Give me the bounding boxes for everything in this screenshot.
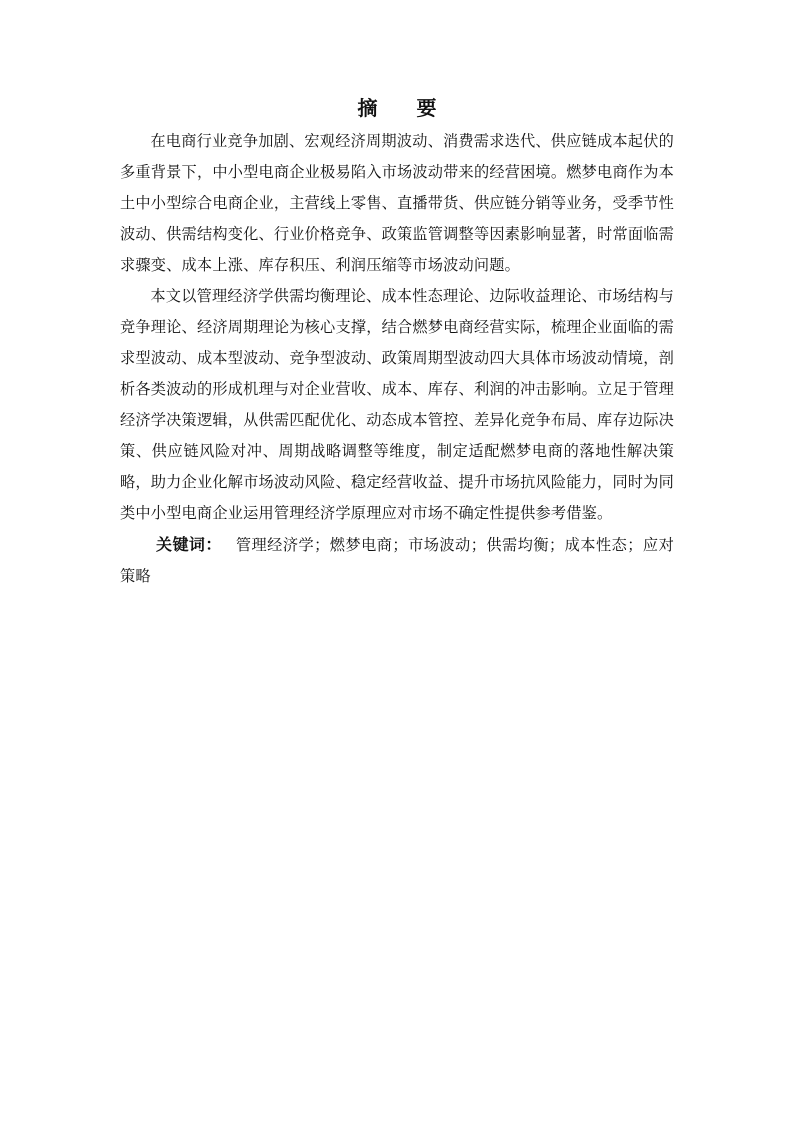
abstract-paragraph-1: 在电商行业竞争加剧、宏观经济周期波动、消费需求迭代、供应链成本起伏的多重背景下，中小型电商企业极易陷入市场波动带来的经营困境。燃梦电商作为本土中小型综合电商企业，主营线上零售、直播带货、供应链分销等业务，受季节性波动、供需结构变化、行业价格竞争、政策监管调整等因素影响显著，时常面临需求骤变、成本上涨、库存积压、利润压缩等市场波动问题。 <box>120 132 674 274</box>
keywords-line <box>120 529 674 592</box>
keywords-label: 关键词： <box>156 535 222 554</box>
abstract-title: 摘 要 <box>357 96 453 120</box>
abstract-section <box>120 92 674 592</box>
abstract-paragraph-2: 本文以管理经济学供需均衡理论、成本性态理论、边际收益理论、市场结构与竞争理论、经济周期理论为核心支撑，结合燃梦电商经营实际，梳理企业面临的需求型波动、成本型波动、竞争型波动、政策周期型波动四大具体市场波动情境，剖析各类波动的形成机理与对企业营收、成本、库存、利润的冲击影响。立足于管理经济学决策逻辑，从供需匹配优化、动态成本管控、差异化竞争布局、库存边际决策、供应链风险对冲、周期战略调整等维度，制定适配燃梦电商的落地性解决策略，助力企业化解市场波动风险、稳定经营收益、提升市场抗风险能力，同时为同类中小型电商企业运用管理经济学原理应对市场不确定性提供参考借鉴。 <box>120 287 674 522</box>
keywords-text: 管理经济学；燃梦电商；市场波动；供需均衡；成本性态；应对策略 <box>120 536 674 585</box>
